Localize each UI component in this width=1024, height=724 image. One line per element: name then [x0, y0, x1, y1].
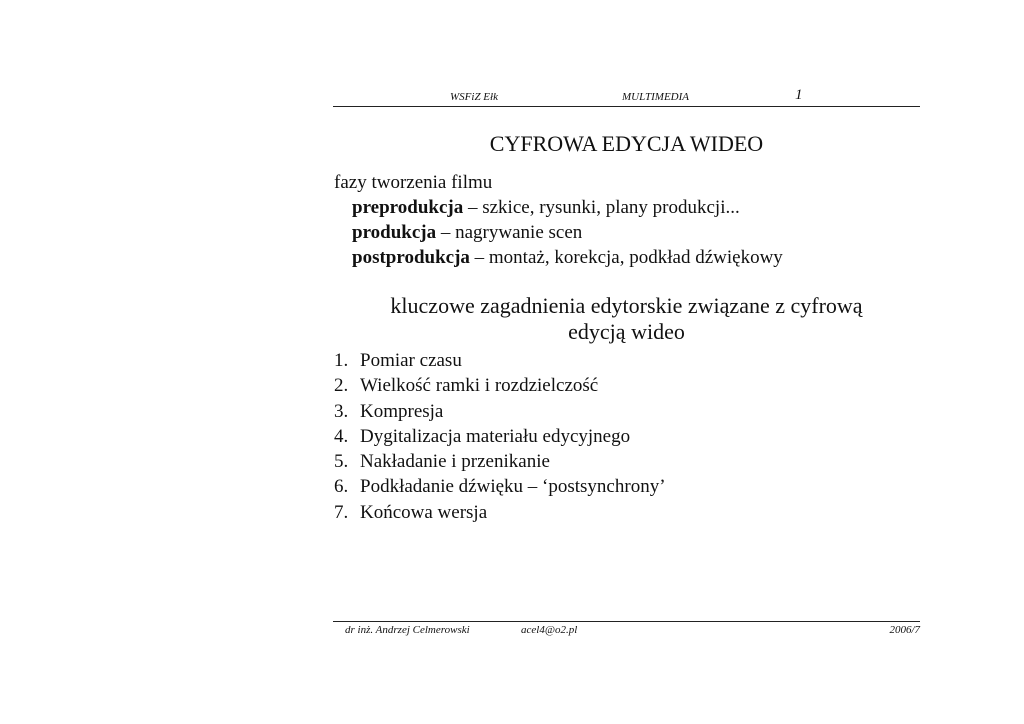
header-course: MULTIMEDIA: [622, 91, 689, 103]
page-title: CYFROWA EDYCJA WIDEO: [489, 131, 764, 156]
section-subtitle: [333, 293, 920, 345]
phase-item: [352, 245, 783, 270]
list-item: [334, 424, 666, 449]
phase-description: – szkice, rysunki, plany produkcji...: [463, 197, 740, 218]
phase-term: postprodukcja: [352, 247, 470, 268]
page-header: [333, 88, 920, 106]
list-item-number: 1.: [334, 350, 349, 371]
list-item-text: Pomiar czasu: [360, 350, 462, 371]
list-item-text: Podkładanie dźwięku – ‘postsynchrony’: [360, 476, 666, 498]
list-item-number: 5.: [334, 451, 349, 473]
footer-author: dr inż. Andrzej Celmerowski: [345, 624, 470, 636]
list-item-number: 3.: [334, 400, 349, 422]
footer-divider: [333, 621, 920, 622]
list-item-number: 4.: [334, 425, 349, 447]
list-item-text: Wielkość ramki i rozdzielczość: [360, 375, 599, 397]
subtitle-line: kluczowe zagadnienia edytorskie związane z cyfrową: [390, 293, 863, 318]
list-item-text: Kompresja: [360, 400, 444, 422]
phase-term: produkcja: [352, 222, 437, 243]
header-divider: [333, 106, 920, 107]
phase-item: [352, 195, 740, 220]
intro-text: fazy tworzenia filmu: [334, 172, 493, 193]
list-item: [334, 500, 666, 525]
list-item: [334, 474, 666, 499]
phase-description: – montaż, korekcja, podkład dźwiękowy: [469, 247, 783, 268]
header-page-number: 1: [795, 87, 803, 103]
list-item-number: 2.: [334, 375, 349, 397]
list-item: [334, 449, 666, 474]
subtitle-line: edycją wideo: [568, 319, 685, 344]
list-item: [334, 348, 666, 373]
list-item-text: Końcowa wersja: [360, 501, 488, 523]
list-item: [334, 399, 666, 424]
phase-item: [352, 220, 582, 245]
phase-description: – nagrywanie scen: [436, 222, 583, 243]
list-item-text: Dygitalizacja materiału edycyjnego: [360, 425, 631, 447]
footer-date: 2006/7: [889, 624, 920, 636]
header-school: WSFiZ Ełk: [450, 91, 498, 103]
phase-term: preprodukcja: [352, 197, 464, 218]
list-item-number: 7.: [334, 501, 349, 523]
list-item-number: 6.: [334, 476, 349, 498]
list-item: [334, 373, 666, 398]
footer-email: acel4@o2.pl: [521, 624, 578, 636]
issues-list: [334, 348, 666, 525]
list-item-text: Nakładanie i przenikanie: [360, 451, 550, 473]
page-footer: [333, 624, 920, 640]
